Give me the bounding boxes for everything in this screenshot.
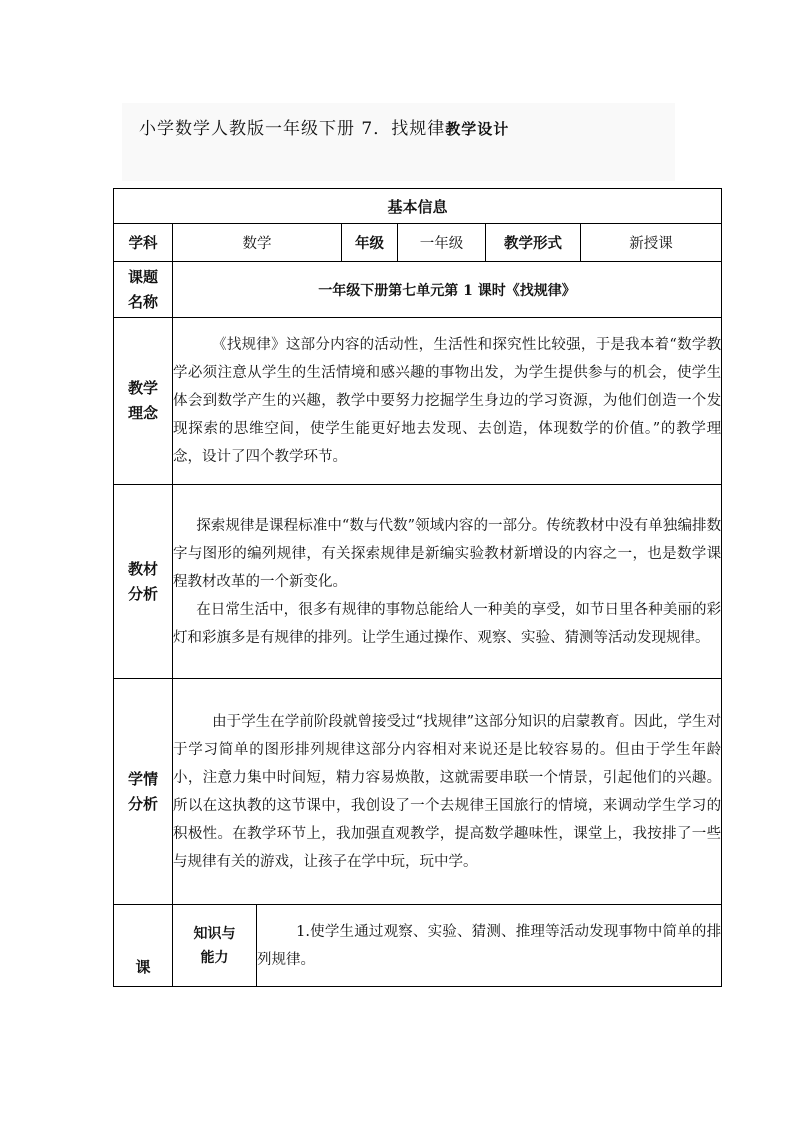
material-analysis-label: 教材 分析 bbox=[114, 485, 173, 679]
topic-label: 课题 名称 bbox=[114, 262, 173, 318]
teaching-concept-label: 教学 理念 bbox=[114, 318, 173, 485]
student-analysis-label: 学情 分析 bbox=[114, 679, 173, 905]
teaching-form-label: 教学形式 bbox=[486, 224, 581, 262]
knowledge-ability-label: 知识与 能力 bbox=[173, 905, 257, 987]
material-analysis-text: 探索规律是课程标准中“数与代数”领域内容的一部分。传统教材中没有单独编排数字与图形的编列规律，有关探索规律是新编实验教材新增设的内容之一，也是数学课程教材改革的一个新变化。 在日常生活中，很多有规律的事物总能给人一种美的享受，如节日里各种美丽的彩灯和彩旗多是有规律的排列。让学生通过操作、观察、实验、猜测等活动发现规律。 bbox=[173, 485, 722, 679]
document-title-suffix: 教学设计 bbox=[445, 120, 510, 138]
document-title-main: 小学数学人教版一年级下册 7．找规律 bbox=[139, 119, 446, 139]
document-title bbox=[139, 114, 509, 139]
student-analysis-text: 由于学生在学前阶段就曾接受过“找规律”这部分知识的启蒙教育。因此，学生对于学习简单的图形排列规律这部分内容相对来说还是比较容易的。但由于学生年龄小，注意力集中时间短，精力容易焕散，这就需要串联一个情景，引起他们的兴趣。所以在这执教的这节课中，我创设了一个去规律王国旅行的情境，来调动学生学习的积极性。在教学环节上，我加强直观教学，提高数学趣味性，课堂上，我按排了一些与规律有关的游戏，让孩子在学中玩，玩中学。 bbox=[173, 679, 722, 905]
topic-value: 一年级下册第七单元第 1 课时《找规律》 bbox=[173, 262, 722, 318]
table-header: 基本信息 bbox=[114, 189, 722, 224]
subject-label: 学科 bbox=[114, 224, 173, 262]
teaching-concept-text: 《找规律》这部分内容的活动性，生活性和探究性比较强，于是我本着“数学教学必须注意从学生的生活情境和感兴趣的事物出发，为学生提供参与的机会，使学生体会到数学产生的兴趣，教学中要努力挖掘学生身边的学习资源，为他们创造一个发现探索的思维空间，使学生能更好地去发现、去创造，体现数学的价值。”的教学理念，设计了四个教学环节。 bbox=[173, 318, 722, 485]
course-goals-label: 课 bbox=[114, 905, 173, 987]
teaching-form-value: 新授课 bbox=[581, 224, 722, 262]
grade-value: 一年级 bbox=[398, 224, 486, 262]
lesson-info-table bbox=[113, 188, 722, 987]
subject-value: 数学 bbox=[173, 224, 342, 262]
grade-label: 年级 bbox=[342, 224, 398, 262]
knowledge-ability-text: 1.使学生通过观察、实验、猜测、推理等活动发现事物中简单的排列规律。 bbox=[257, 905, 722, 987]
